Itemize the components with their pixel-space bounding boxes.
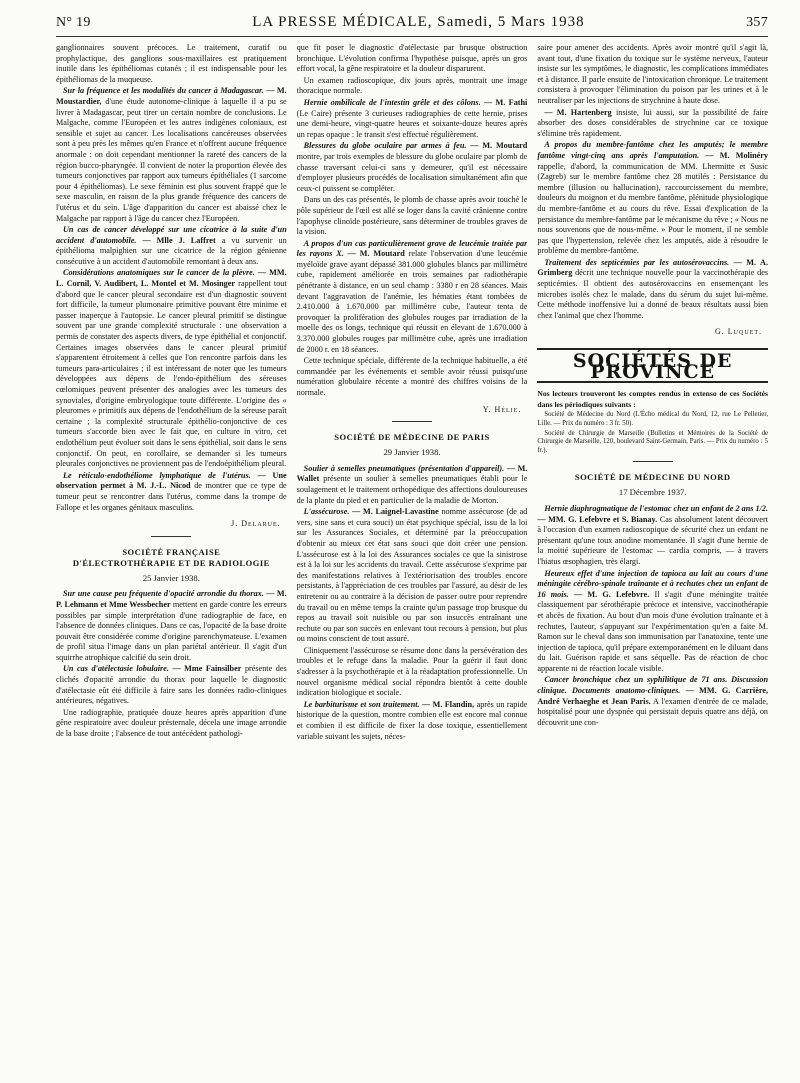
article-cicatrice bbox=[56, 225, 287, 267]
article-title: Le barbiturisme et son traitement. bbox=[303, 699, 420, 709]
article-opacite bbox=[56, 589, 287, 663]
article-title: A propos d'un cas particulièrement grave de leucémie traitée par les rayons X. bbox=[296, 238, 528, 259]
paragraph: ganglionnaires souvent précoces. Le traitement, curatif ou prophylactique, des ganglions sous-maxillaires est pratiquement inutile dans les épithéliomas cutanés ; il est indispensable pour les épithéliomas de la muqueuse. bbox=[56, 43, 287, 84]
columns bbox=[56, 43, 768, 1083]
article-author: — M. Moustardier, bbox=[56, 86, 287, 106]
article-title: Hernie ombilicale de l'intestin grêle et des côlons. bbox=[303, 97, 481, 107]
article-barbiturisme bbox=[297, 700, 528, 742]
article-author: — M. Moutard bbox=[470, 141, 528, 151]
article-soulier bbox=[297, 464, 528, 506]
article-author: — Une observation permet à M. J.-L. Nicod bbox=[56, 470, 287, 491]
article-author: — M. Moutard bbox=[347, 249, 405, 259]
divider bbox=[151, 536, 191, 537]
column-1 bbox=[56, 43, 287, 1083]
section-date: 25 Janvier 1938. bbox=[142, 572, 200, 583]
article-hartenberg bbox=[537, 108, 768, 140]
article-text: insiste, lui aussi, sur la possibilité de faire absorber des doses considérables de strychnine car ce toxique s'élimine très rapidement. bbox=[537, 107, 769, 138]
article-text: Il s'agit d'une méningite traitée classiquement par sérothérapie précoce et intensive, vaccinothérapie et abcès de fixation. Au bout d'un mois d'une évolution traînante et à rechutes, l'auteur, s'appuyant sur l'expérimentation qu'en a faite M. Ramon sur le cheval dans son immunisation par l'anatoxine, tente une injection de tapioca, qu'il prépare extemporanément en le diluant dans du lait. Guérison rapide et sans séquelle. Pas de réaction de choc apparente ni de réaction locale visible. bbox=[537, 589, 769, 673]
article-atelectasie bbox=[56, 664, 287, 706]
province-heading: SOCIÉTÉS DE PROVINCE bbox=[537, 348, 768, 383]
paragraph: que fit poser le diagnostic d'atélectasie par brusque obstruction bronchique. L'évolution confirma l'hypothèse puisque, après un gros effort vocal, la gêne respiratoire et la douleur disparurent. bbox=[296, 43, 528, 74]
article-tapioca bbox=[537, 569, 768, 675]
journal-reference: Société de Médecine du Nord (L'Écho médical du Nord, 12, rue Le Pelletier, Lille. — Prix du numéro : 3 fr. 50). bbox=[537, 411, 769, 427]
section-title: SOCIÉTÉ FRANÇAISE D'ÉLECTROTHÉRAPIE ET DE RADIOLOGIE bbox=[72, 546, 270, 568]
section-date: 29 Janvier 1938. bbox=[383, 447, 441, 458]
article-text: A l'examen d'entrée de ce malade, hospitalisé pour une dyspnée qui persistait depuis quatre ans déjà, on découvrit une con- bbox=[537, 696, 769, 727]
article-author: — M. Flandin, bbox=[422, 699, 475, 709]
article-text: après un rapide historique de la question, montre combien elle est encore mal connue et combien il est difficile de fixer la dose toxique, essentiellement variable suivant les sujets, néces- bbox=[296, 699, 528, 741]
article-text: (Le Caire) présente 3 curieuses radiographies de cette hernie, prises une demi-heure, vingt-quatre heures et soixante-douze heures après un repas opaque : le transit s'est effectué régulièrement. bbox=[296, 108, 528, 139]
paragraph: saire pour amener des accidents. Après avoir montré qu'il s'agit là, avant tout, d'une fixation du toxique sur le système nerveux, l'auteur insiste sur les symptômes, le diagnostic, les complications immédiates et à distance. Il parle ensuite de l'intoxication chronique. Le traitement consistera à provoquer l'élimination du poison par les urines et à le neutraliser par les injections de strychnine à haute dose. bbox=[537, 43, 769, 105]
article-septicemies bbox=[537, 258, 768, 322]
section-date: 17 Décembre 1937. bbox=[618, 487, 687, 498]
article-globe bbox=[297, 141, 528, 194]
article-text: mettent en garde contre les erreurs possibles par simple interprétation d'une radiographie de face, en l'absence de données cliniques. Dans ce cas, l'opacité de la base droite pouvait être considérée comme d'origine parenchymateuse. L'examen de profil situa l'image dans un plan pariétal antérieur. Il s'agit d'un squirrhe atrophique calcifié du sein droit. bbox=[56, 599, 287, 662]
article-author: — MM. G. Lefebvre et S. Bianay. bbox=[537, 514, 658, 524]
article-leucemie bbox=[297, 239, 528, 356]
article-title: Traitement des septicémies par les autosérovaccins. bbox=[544, 257, 730, 267]
article-hernie-diaphragmatique bbox=[537, 504, 768, 568]
article-text: présente un soulier à semelles pneumatiques établi pour le soulagement et le traitement orthopédique des affections douloureuses de la plante du pied et en particulier de la maladie de Morton. bbox=[296, 474, 528, 505]
article-plevre bbox=[56, 268, 287, 469]
paragraph: Un examen radioscopique, dix jours après, montrait une image thoracique normale. bbox=[296, 75, 528, 96]
article-title: Sur la fréquence et les modalités du cancer à Madagascar. bbox=[63, 86, 264, 96]
article-hernie bbox=[297, 98, 528, 140]
article-text: relate l'observation d'une leucémie myéloïde grave ayant dépassé 381.000 globules blancs par millimètre cube, rapidement améliorée en trois semaines par radiothérapie pénétrante à distance, en un seul champ : 3380 r en 28 séances. Mais devant l'aggravation de l'anémie, les hématies étant tombées de 2.410.000 à 1.670.000 par millimètre cube, l'auteur tenta de provoquer la prolifération des globules rouges par irradiation de la moelle des os longs, technique qui réussit en élevant de 1.670.000 à 3.370.000 globules rouges par millimètre cube, après une irradiation de 2000 r. en 18 séances. bbox=[296, 249, 528, 354]
journal-reference: Société de Chirurgie de Marseille (Bulletins et Mémoires de la Société de Chirurgie de Marseille, 120, boulevard Saint-Germain, Paris. — Prix du numéro : 5 fr.). bbox=[537, 429, 769, 454]
article-title: Un cas de cancer développé sur une cicatrice à la suite d'un accident d'automobile. bbox=[56, 225, 287, 245]
article-text: montre, par trois exemples de blessure du globe oculaire par plomb de chasse traversant celui-ci sans y demeurer, qu'il est nécessaire d'employer plusieurs procédés de localisation simultanément afin que ceux-ci puissent se compléter. bbox=[296, 151, 528, 193]
article-text: a vu survenir un épithélioma malpighien sur une cicatrice de la région génienne consécutive à un accident d'automobile remontant à deux ans. bbox=[56, 235, 287, 266]
column-2 bbox=[297, 43, 528, 1083]
page-number: 357 bbox=[746, 15, 768, 30]
article-text: de montrer que ce type de tumeur peut se rencontrer dans l'utérus, comme dans la trompe de Fallope et les organes génitaux masculins. bbox=[56, 481, 287, 512]
article-text: rappellent tout d'abord que le cancer pleural secondaire est d'un diagnostic souvent fort difficile, la tumeur plumonaire primitive pouvant être minime et passer inaperçue à l'autopsie. Le cancer pleural primitif se distingue souvent par une grande complexité structurale : une observation a permis de constater des aspects divers, de type épithélial et conjonctif. Certaines images observées dans le cancer pleural primitif s'apparentent étroitement à celles que l'on rencontre parfois dans les tumeurs para-articulaires ; il est intéressant de noter que les tumeurs développées aux dépens de l'endo-épithélium des séreuses cœlomiques peuvent présenter des analogies avec les tumeurs des synoviales, d'origine embryologique toute différente. L'origine des « pleuromes » primitifs aux dépens de l'endothélium de la séreuse paraît certaine ; la complexité structurale épithélio-conjonctive de ces tumeurs s'accorde bien avec le fait que, en culture in vitro, cet endothélium peut évoluer soit dans le sens épithélial, soit dans le sens conjonctif. On peut, en corollaire, se demander si les tumeurs pleurales conjonctives ne proviennent pas de l'endoépithélium pleural. bbox=[56, 279, 287, 469]
article-author: — M. Wallet bbox=[296, 463, 528, 484]
paragraph: Cliniquement l'assécurose se résume donc dans la persévération des troubles et le refuge dans la maladie. Pour la guérir il faut donc s'adresser à la psychothérapie et à la réadaptation professionnelle. Un nouvel organisme médical social répondra bientôt à cette double indication biologique et sociale. bbox=[296, 645, 528, 698]
article-author: — M. Hartenberg bbox=[544, 107, 612, 117]
article-text: d'une étude autonome-clinique à laquelle il a pu se livrer à Madagascar, peut tirer un certain nombre de conclusions. Le Malgache, comme l'Européen et les autres indigènes coloniaux, est sensible et sujet au cancer. Les localisations cancéreuses observées sont à peu près les mêmes qu'en France et n'offrent aucune fréquence anormale : on doit cependant mentionner la rareté des cancers de la région bucco-pharyngée. Il convient de noter la proportion élevée des tumeurs conjonctives par rapport aux tumeurs épithéliales (1 sarcome pour 4 épithéliomas). Le sexe féminin est plus souvent frappé que le sexe masculin, en raison de la plus grande fréquence des cancers de l'utérus et du sein. L'âge d'apparition du cancer est abaissé chez le Malgache par rapport à l'âge du cancer chez l'Européen. bbox=[56, 96, 287, 223]
article-title: A propos du membre-fantôme chez les amputés; le membre fantôme vingt-cinq ans après l'amputation. bbox=[537, 140, 769, 160]
article-assecurose bbox=[297, 507, 528, 645]
article-author: — M. A. Grimberg bbox=[537, 257, 769, 278]
article-uterus bbox=[56, 471, 287, 513]
paragraph: Dans un des cas présentés, le plomb de chasse après avoir touché le pôle supérieur de l'œil est allé se loger dans la cavité crânienne contre l'apophyse clinoïde postérieure, sans déterminer de troubles graves de la vision. bbox=[296, 195, 528, 237]
divider bbox=[633, 461, 673, 462]
article-text: décrit une technique nouvelle pour la vaccinothérapie des septicémies. Il obtient des autosérovaccins en ensemençant les microbes isolés chez le malade, dans du sérum du sujet lui-même. Cette méthode inoffensive lui a donné de beaux résultats aussi bien chez l'animal que chez l'homme. bbox=[537, 268, 769, 320]
signature: G. Luquet. bbox=[715, 327, 763, 337]
article-author: — Mme Fainsilber bbox=[172, 664, 242, 674]
page-header bbox=[56, 14, 768, 37]
paragraph: Cette technique spéciale, différente de la technique habituelle, a été commandée par les événements et semble avoir réussi puisqu'une numération globulaire récente a montré des chiffres voisins de la normale. bbox=[296, 356, 528, 397]
divider bbox=[392, 421, 432, 422]
article-title: Sur une cause peu fréquente d'opacité arrondie du thorax. bbox=[63, 589, 264, 599]
section-title: SOCIÉTÉ DE MÉDECINE DE PARIS bbox=[334, 432, 490, 443]
article-madagascar bbox=[56, 86, 287, 224]
column-3 bbox=[537, 43, 768, 1083]
article-text: rappelle, d'abord, la communication de MM. Lhermitte et Susic (Zagreb) sur le membre fantôme chez 28 mutilés : Persistance du membre (illusion ou hallucination), raccourcissement du membre, douleurs du moignon et du membre fantôme, plénitude physiologique du membre-fantôme et au cours du rêve. Essai d'explication de la persistance du membre-fantôme par le mécanisme du rêve ; « Nous ne nous souvenons que de nous-même. » Pour le moment, il ne semble pas que l'hypertension, relevée chez les amputés, aide à résoudre le problème du membre-fantôme. bbox=[537, 161, 769, 256]
signature: Y. Hélie. bbox=[482, 404, 522, 414]
article-text: nomme assécurose (de ad vers, sine sans et cura souci) un état psychique spécial, issu de la loi sur les Assurances Sociales, et déterminé par la préoccupation d'obtenir au mieux cet état sans souci que doit créer une pension. L'assécurose est à la loi des Assurances sociales ce que la sinistrose est à la loi sur les accidents du travail. Cette assécurose s'exprime par des manifestations relatives à l'extériorisation des troubles encore persistants, à l'appréciation de ces troubles par l'assuré, au désir de les entretenir ou au contraire à la décision de passer outre pour reprendre du travail ou en même temps la crainte qu'un passage trop brusque du repos au travail soit nuisible ou par son insuccès entraînant une rechute ou par son succès en enlevant tout recours à pension, but plus ou moins conscient de tout assuré. bbox=[296, 507, 528, 644]
article-title: Le réticulo-endothéliome lymphatique de l'utérus. bbox=[63, 470, 251, 480]
article-author: — M. P. Lehmann et Mme Wessbecher bbox=[56, 589, 287, 609]
article-title: Blessures du globe oculaire par armes à feu. bbox=[303, 141, 467, 151]
article-author: — M. G. Lefebvre. bbox=[573, 589, 650, 599]
article-title: Heureux effet d'une injection de tapioca au lait au cours d'une méningite cérébro-spinale traînante et à rechutes chez un enfant de 16 mois. bbox=[537, 568, 769, 599]
article-title: Cancer bronchique chez un syphilitique de 71 ans. Discussion clinique. Documents anatomo-cliniques. bbox=[537, 675, 769, 696]
issue-number: N° 19 bbox=[56, 15, 91, 30]
article-text: Cas absolument latent découvert à l'occasion d'un examen radioscopique de sécurité chez un enfant ne présentant qu'une toux anodine momentanée. Il s'agit d'une hernie de la moitié supérieure de l'estomac — cardia compris, — à travers l'hiatus œsophagien, très élargi. bbox=[537, 514, 769, 566]
paragraph: Une radiographie, pratiquée douze heures après apparition d'une gêne respiratoire avec douleur présternale, décela une image arrondie de la base droite ; l'absence de tout antécédent pathologi- bbox=[56, 707, 287, 739]
article-author: — Mlle J. Laffret bbox=[142, 235, 216, 245]
signature: J. Delarue. bbox=[231, 519, 281, 529]
article-title: Hernie diaphragmatique de l'estomac chez un enfant de 2 ans 1/2. bbox=[544, 503, 769, 513]
article-author: — M. Fathi bbox=[484, 97, 528, 107]
section-title: SOCIÉTÉ DE MÉDECINE DU NORD bbox=[574, 472, 731, 483]
notice-text: Nos lecteurs trouveront les comptes rendus in extenso de ces Sociétés dans les périodiques suivants : bbox=[537, 389, 769, 409]
article-author: — M. Laignel-Lavastine bbox=[352, 507, 439, 517]
article-membre-fantome bbox=[537, 140, 768, 257]
article-title: Soulier à semelles pneumatiques (présentation d'appareil). bbox=[303, 463, 505, 473]
article-author: — MM. L. Cornil, V. Audibert, L. Montel et M. Mosinger bbox=[56, 268, 287, 289]
article-title: Un cas d'atélectasie lobulaire. bbox=[63, 664, 169, 674]
publication-title: LA PRESSE MÉDICALE, Samedi, 5 Mars 1938 bbox=[252, 14, 585, 30]
article-title: Considérations anatomiques sur le cancer de la plèvre. bbox=[63, 268, 255, 278]
article-title: L'assécurose. bbox=[303, 507, 350, 517]
article-cancer-bronchique bbox=[537, 675, 768, 728]
article-author: — M. Molinéry bbox=[705, 150, 769, 160]
article-author: — MM. G. Carrière, André Verhaeghe et Jean Paris. bbox=[537, 686, 769, 706]
article-text: présente des clichés d'opacité arrondie du thorax pour laquelle le diagnostic d'atélectasie eût été difficile à faire sans les données radio-cliniques antérieures, négatives. bbox=[56, 664, 287, 706]
